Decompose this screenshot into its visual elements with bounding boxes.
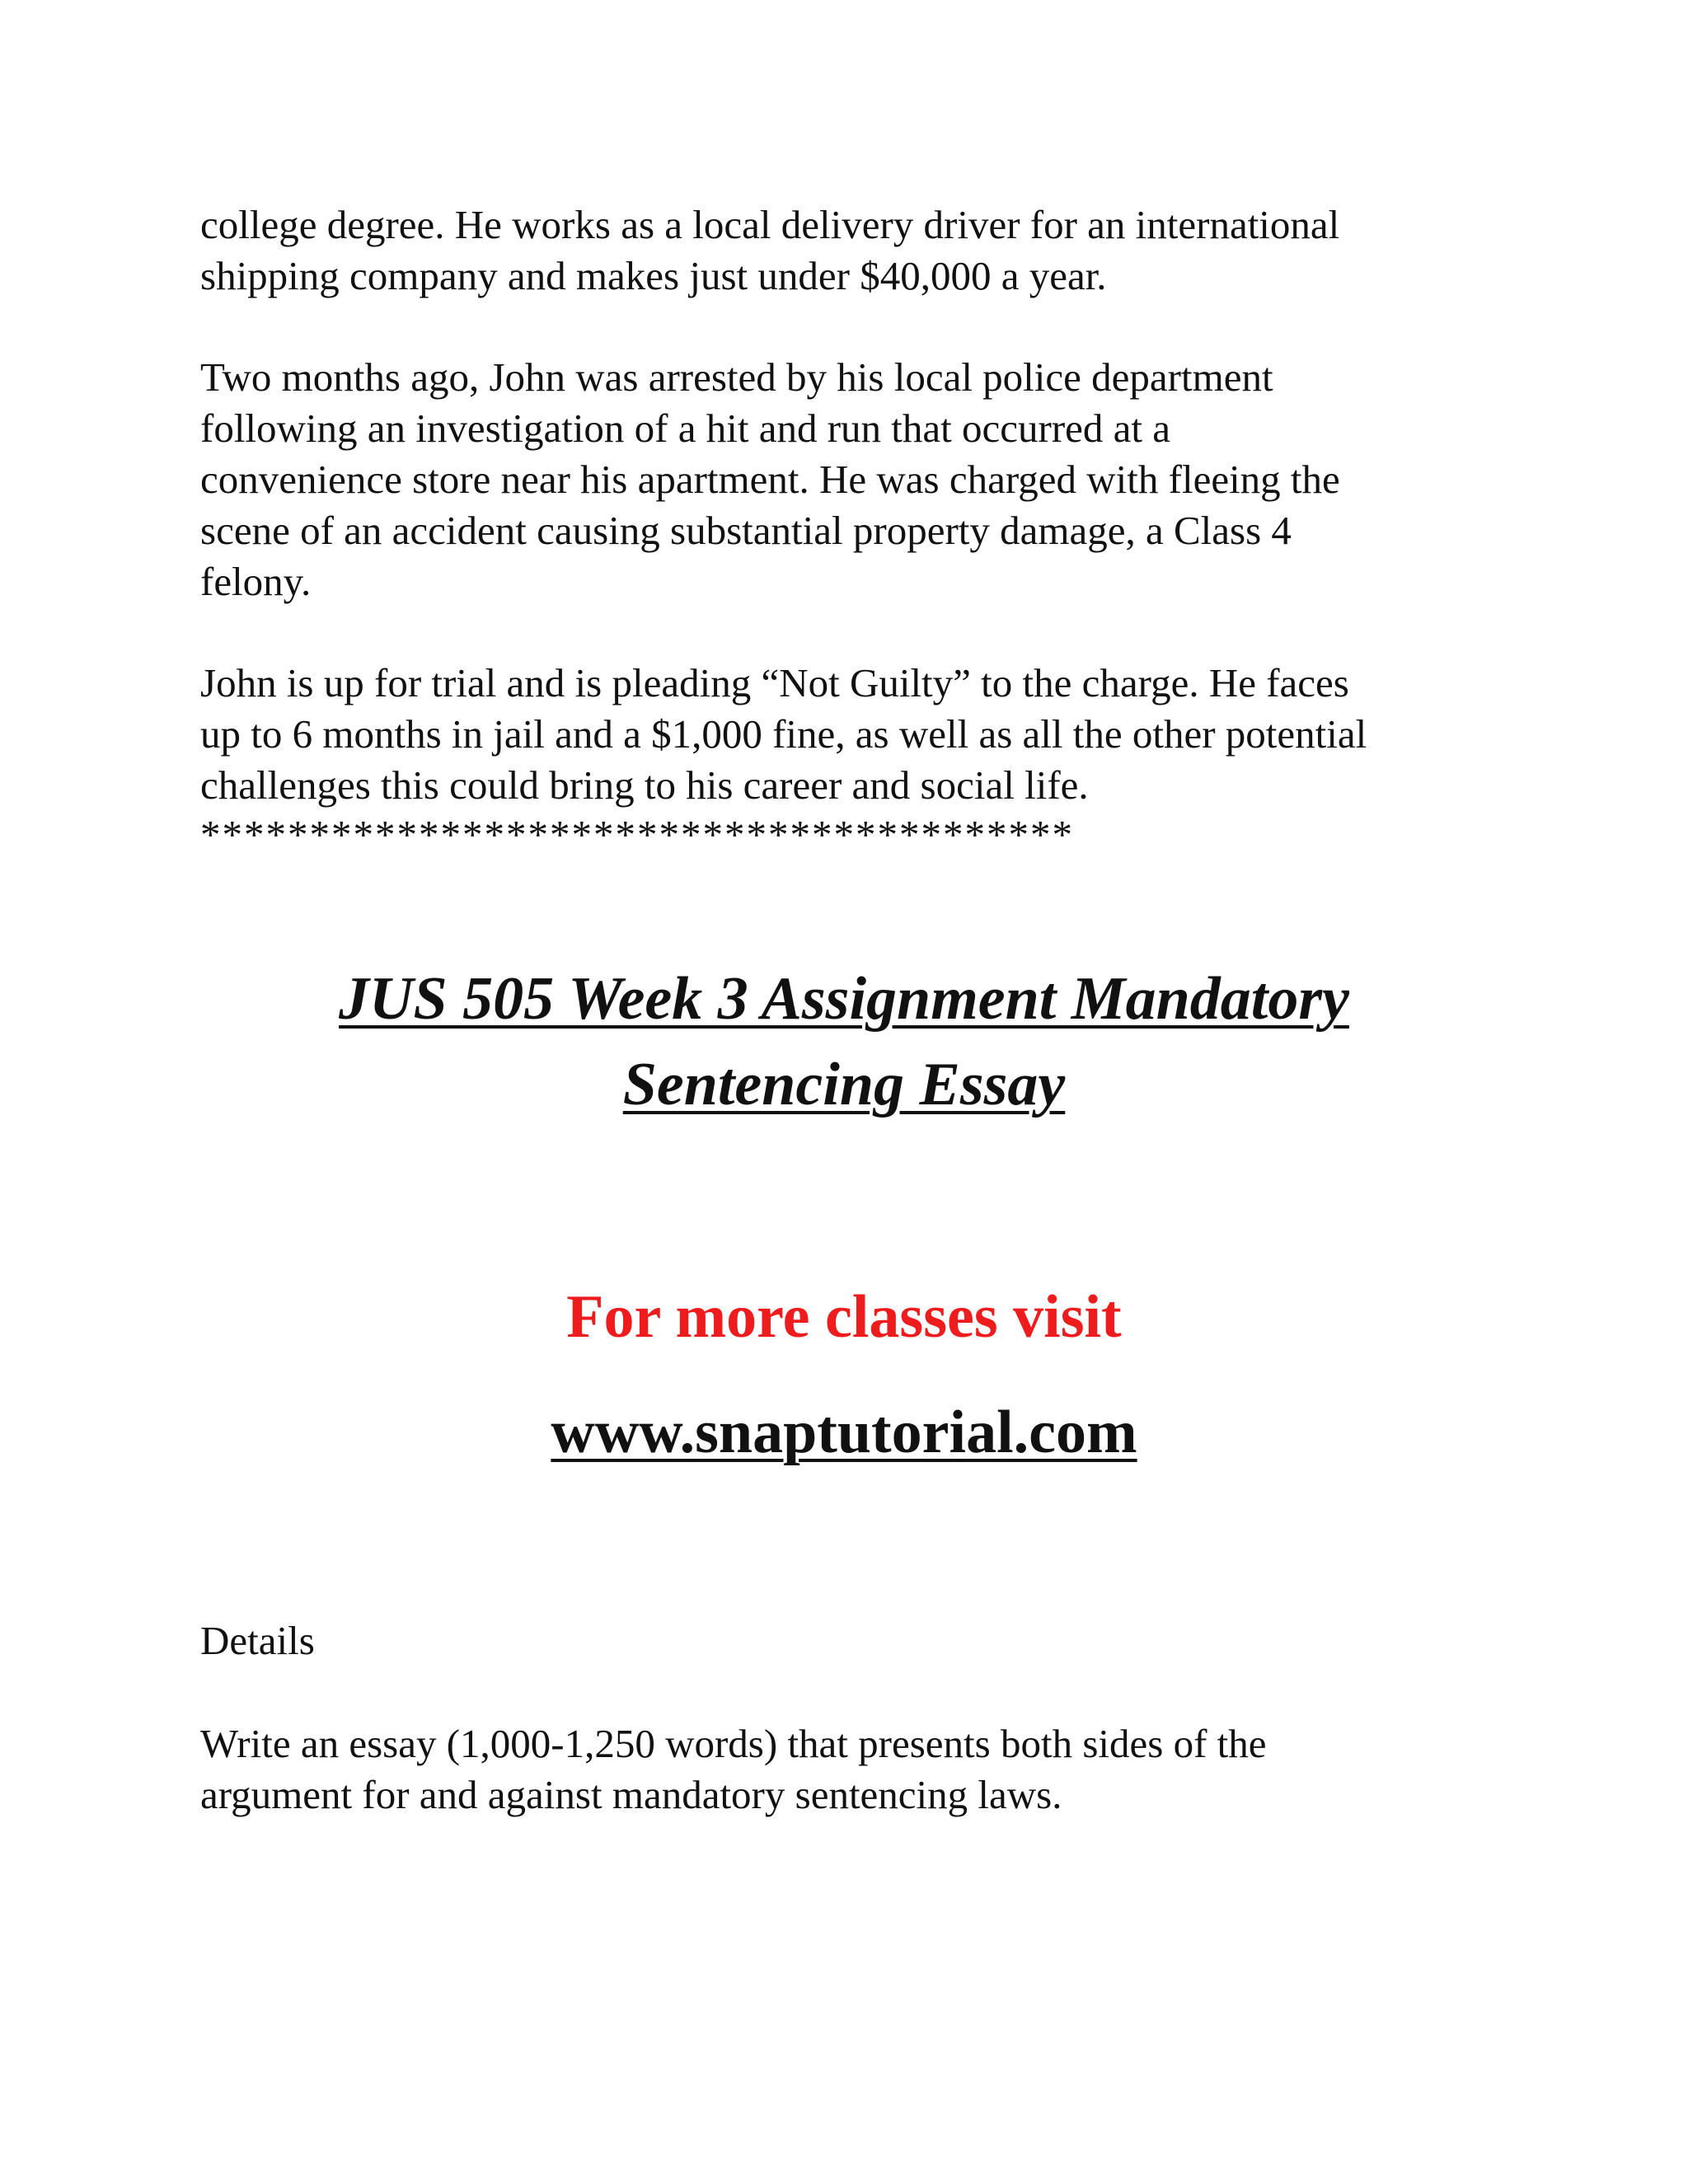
paragraph-background	[200, 199, 1503, 302]
text-line: shipping company and makes just under $40,000 a year.	[200, 253, 1107, 298]
text-line: felony.	[200, 559, 312, 604]
text-line: Write an essay (1,000-1,250 words) that presents both sides of the	[200, 1721, 1267, 1766]
text-line: convenience store near his apartment. He was charged with fleeing the	[200, 457, 1340, 502]
text-line: John is up for trial and is pleading “Not Guilty” to the charge. He faces	[200, 660, 1349, 705]
paragraph-details	[200, 1718, 1503, 1821]
details-heading: Details	[200, 1618, 315, 1663]
text-line: up to 6 months in jail and a $1,000 fine, as well as all the other potential	[200, 711, 1367, 757]
promo-text: For more classes visit	[566, 1283, 1122, 1351]
title-line: Sentencing Essay	[622, 1051, 1066, 1118]
website-link[interactable]: www.snaptutorial.com	[551, 1399, 1137, 1466]
text-line: Two months ago, John was arrested by his local police department	[200, 354, 1273, 400]
text-line: challenges this could bring to his career and social life.	[200, 762, 1089, 808]
text-line: argument for and against mandatory sentencing laws.	[200, 1772, 1062, 1817]
title-line: JUS 505 Week 3 Assignment Mandatory	[339, 965, 1349, 1033]
text-line: following an investigation of a hit and run that occurred at a	[200, 405, 1171, 451]
text-line: college degree. He works as a local delivery driver for an international	[200, 202, 1340, 247]
asterisk-separator: ****************************************	[200, 812, 1074, 857]
paragraph-trial	[200, 658, 1503, 811]
assignment-title	[0, 956, 1688, 1127]
paragraph-arrest	[200, 352, 1503, 607]
text-line: scene of an accident causing substantial property damage, a Class 4	[200, 508, 1292, 553]
